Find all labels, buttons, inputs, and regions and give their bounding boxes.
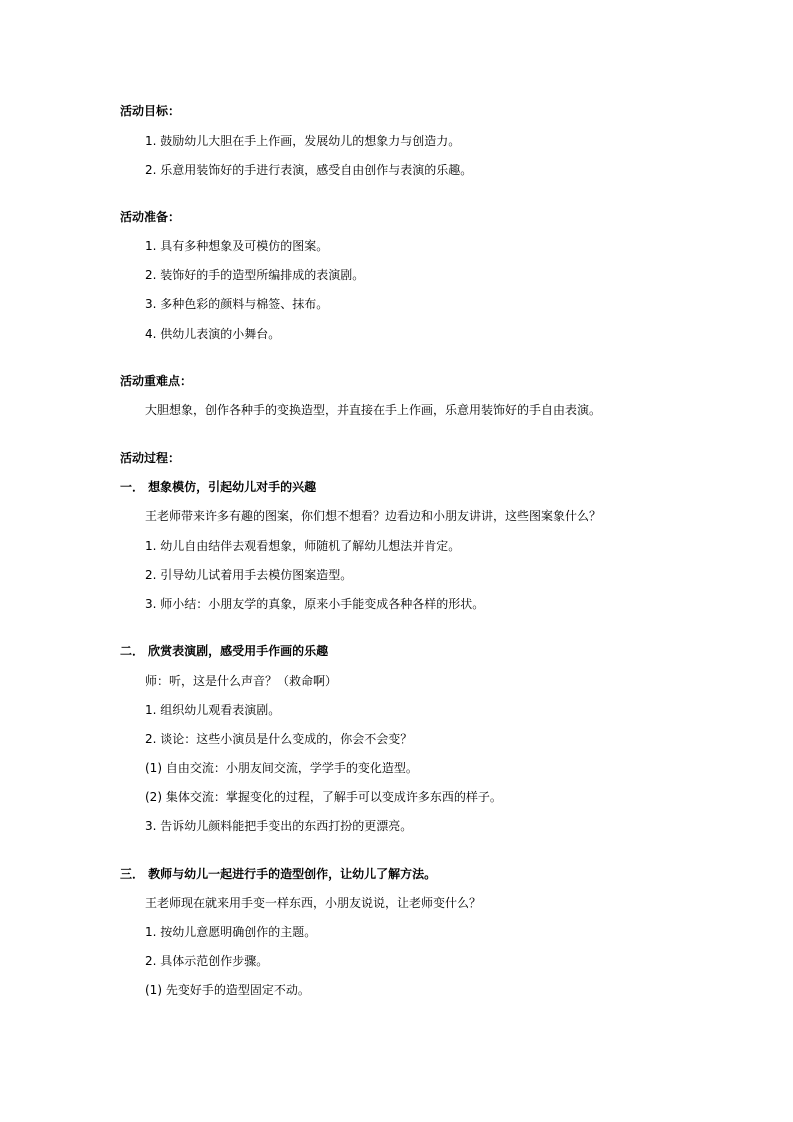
section-3-line: 1. 按幼儿意愿明确创作的主题。 bbox=[145, 925, 317, 939]
section-3-line: 2. 具体示范创作步骤。 bbox=[145, 954, 269, 968]
prep-item-2: 2. 装饰好的手的造型所编排成的表演剧。 bbox=[145, 268, 365, 282]
prep-item-4: 4. 供幼儿表演的小舞台。 bbox=[145, 327, 281, 341]
prep-item-1: 1. 具有多种想象及可模仿的图案。 bbox=[145, 239, 329, 253]
section-3-line: (1) 先变好手的造型固定不动。 bbox=[145, 983, 310, 997]
section-2-line: 3. 告诉幼儿颜料能把手变出的东西打扮的更漂亮。 bbox=[145, 819, 413, 833]
section-2-title: 二． 欣赏表演剧，感受用手作画的乐趣 bbox=[120, 644, 329, 658]
section-1-title: 一． 想象模仿，引起幼儿对手的兴趣 bbox=[120, 480, 317, 494]
section-2-line: 1. 组织幼儿观看表演剧。 bbox=[145, 703, 281, 717]
section-1-line: 2. 引导幼儿试着用手去模仿图案造型。 bbox=[145, 568, 353, 582]
section-1-line: 王老师带来许多有趣的图案，你们想不想看？边看边和小朋友讲讲，这些图案象什么？ bbox=[145, 509, 602, 523]
section-2-line: 师：听，这是什么声音？（救命啊） bbox=[145, 674, 338, 688]
section-1-line: 1. 幼儿自由结伴去观看想象，师随机了解幼儿想法并肯定。 bbox=[145, 539, 461, 553]
section-2-line: (2) 集体交流：掌握变化的过程，了解手可以变成许多东西的样子。 bbox=[145, 790, 502, 804]
prep-item-3: 3. 多种色彩的颜料与棉签、抹布。 bbox=[145, 297, 329, 311]
key-text: 大胆想象，创作各种手的变换造型，并直接在手上作画，乐意用装饰好的手自由表演。 bbox=[145, 403, 602, 417]
section-3-title: 三． 教师与幼儿一起进行手的造型创作，让幼儿了解方法。 bbox=[120, 867, 437, 881]
section-2-line: (1) 自由交流：小朋友间交流，学学手的变化造型。 bbox=[145, 761, 418, 775]
process-heading: 活动过程： bbox=[120, 451, 181, 465]
goal-item-2: 2. 乐意用装饰好的手进行表演，感受自由创作与表演的乐趣。 bbox=[145, 163, 473, 177]
section-3-line: 王老师现在就来用手变一样东西，小朋友说说，让老师变什么？ bbox=[145, 896, 482, 910]
section-1-line: 3. 师小结：小朋友学的真象，原来小手能变成各种各样的形状。 bbox=[145, 597, 485, 611]
section-2-line: 2. 谈论：这些小演员是什么变成的，你会不会变？ bbox=[145, 732, 413, 746]
key-heading: 活动重难点： bbox=[120, 374, 193, 388]
prep-heading: 活动准备： bbox=[120, 210, 181, 224]
goal-heading: 活动目标： bbox=[120, 104, 181, 118]
goal-item-1: 1. 鼓励幼儿大胆在手上作画，发展幼儿的想象力与创造力。 bbox=[145, 134, 461, 148]
